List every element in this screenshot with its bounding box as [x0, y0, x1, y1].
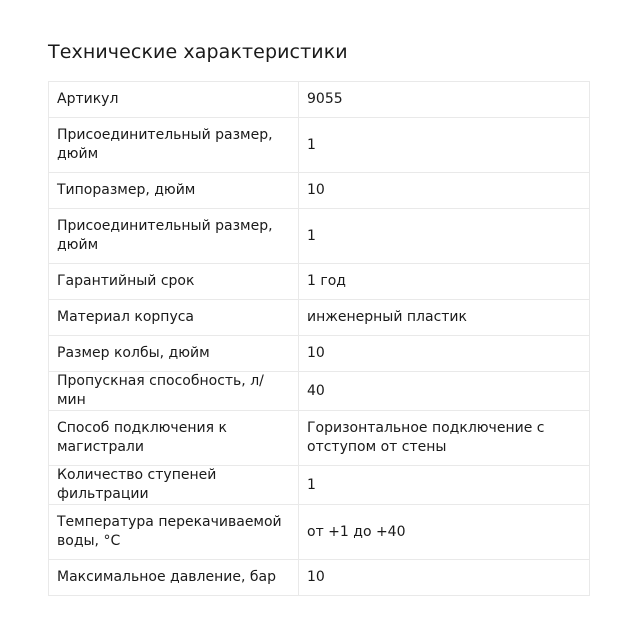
spec-label: Гарантийный срок: [49, 264, 299, 300]
table-row: [49, 505, 590, 560]
table-row: [49, 411, 590, 466]
specs-table: [48, 81, 590, 596]
table-row: [49, 82, 590, 118]
table-row: [49, 173, 590, 209]
table-row: [49, 336, 590, 372]
table-row: [49, 372, 590, 411]
table-row: [49, 560, 590, 596]
section-title: Технические характеристики: [48, 41, 348, 63]
spec-value: 40: [299, 372, 590, 411]
spec-value: 10: [299, 173, 590, 209]
spec-value: 1 год: [299, 264, 590, 300]
spec-value: инженерный пластик: [299, 300, 590, 336]
spec-label: Присоединительный размер, дюйм: [49, 118, 299, 173]
spec-value: 9055: [299, 82, 590, 118]
spec-value: 10: [299, 336, 590, 372]
spec-value: 1: [299, 209, 590, 264]
spec-label: Температура перекачиваемой воды, °С: [49, 505, 299, 560]
spec-label: Количество ступеней фильтрации: [49, 466, 299, 505]
table-row: [49, 466, 590, 505]
spec-label: Максимальное давление, бар: [49, 560, 299, 596]
spec-label: Типоразмер, дюйм: [49, 173, 299, 209]
spec-label: Присоединительный размер, дюйм: [49, 209, 299, 264]
spec-value: 10: [299, 560, 590, 596]
spec-value: 1: [299, 466, 590, 505]
spec-label: Способ подключения к магистрали: [49, 411, 299, 466]
table-row: [49, 118, 590, 173]
spec-value: 1: [299, 118, 590, 173]
spec-value: от +1 до +40: [299, 505, 590, 560]
table-row: [49, 264, 590, 300]
specs-section: [48, 40, 588, 596]
spec-label: Пропускная способность, л/мин: [49, 372, 299, 411]
spec-label: Материал корпуса: [49, 300, 299, 336]
table-row: [49, 209, 590, 264]
spec-label: Артикул: [49, 82, 299, 118]
spec-label: Размер колбы, дюйм: [49, 336, 299, 372]
table-row: [49, 300, 590, 336]
spec-value: Горизонтальное подключение с отступом от стены: [299, 411, 590, 466]
